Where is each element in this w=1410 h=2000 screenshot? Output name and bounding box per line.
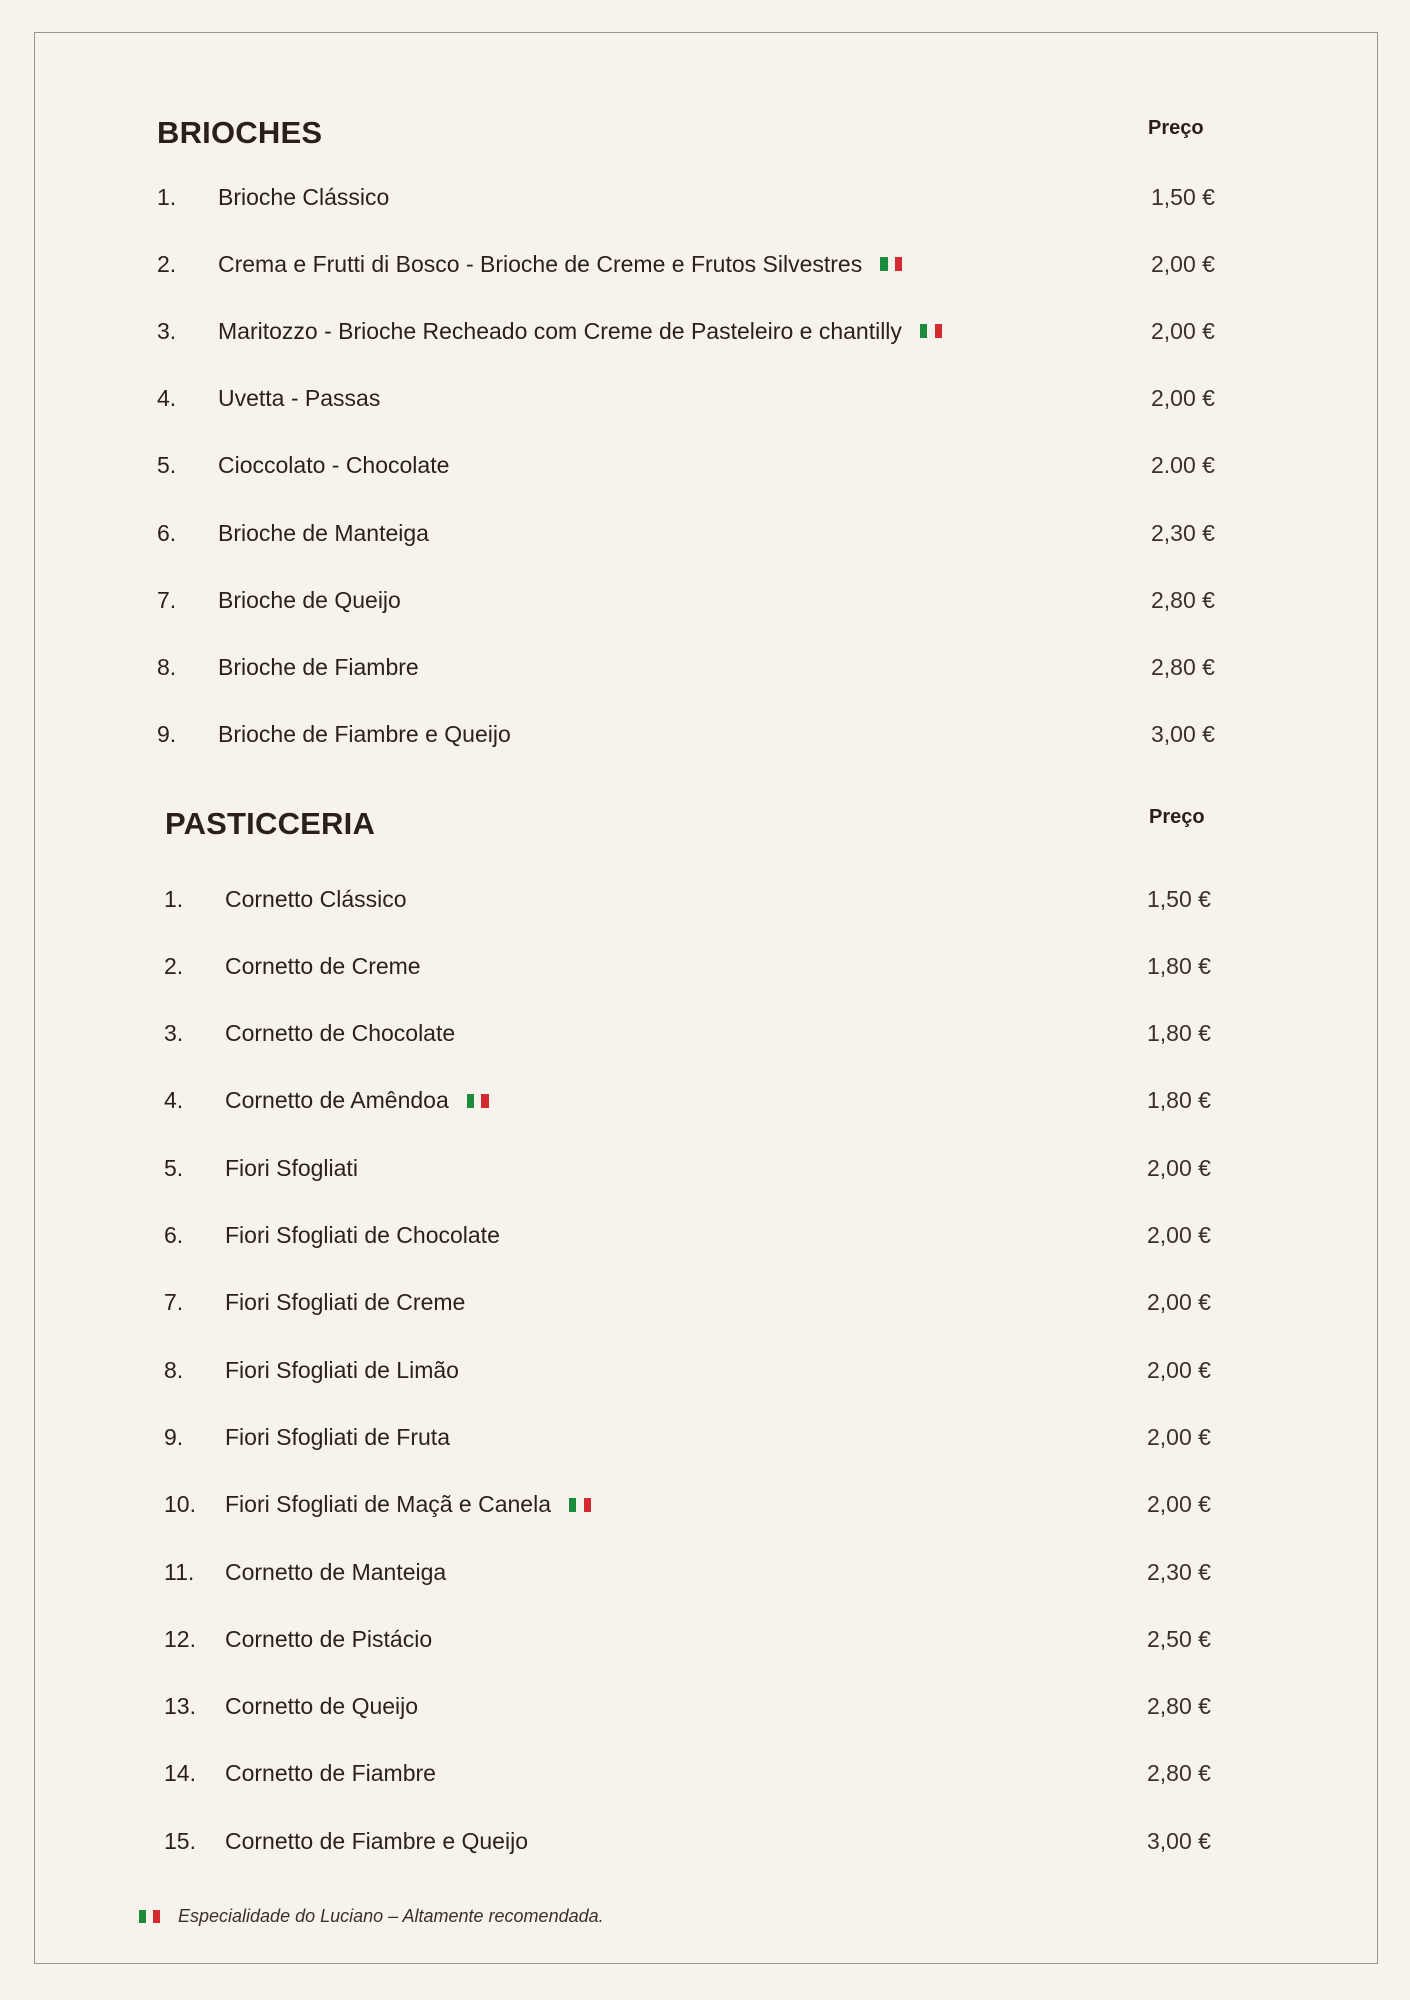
menu-item-row (157, 516, 1271, 550)
item-name-text: Fiori Sfogliati de Fruta (225, 1423, 450, 1450)
menu-item-row (157, 718, 1271, 752)
item-price: 2.00 € (1151, 452, 1215, 479)
item-number: 10. (164, 1491, 196, 1518)
item-name-text: Cornetto de Amêndoa (225, 1087, 449, 1114)
menu-item-row (157, 247, 1271, 281)
menu-item-row (164, 882, 1267, 916)
menu-item-row (164, 1488, 1267, 1522)
item-name-text: Fiori Sfogliati de Creme (225, 1289, 466, 1316)
footnote (139, 1906, 604, 1927)
item-name-text: Cornetto de Pistácio (225, 1625, 433, 1652)
item-name (225, 1222, 500, 1249)
item-number: 11. (164, 1558, 195, 1585)
item-number: 9. (164, 1423, 184, 1450)
item-name-text: Fiori Sfogliati (225, 1154, 358, 1181)
item-name-text: Crema e Frutti di Bosco - Brioche de Creme e Frutos Silvestres (218, 250, 863, 277)
item-number: 7. (157, 586, 177, 613)
item-price: 2,80 € (1151, 586, 1215, 613)
italian-flag-icon (880, 257, 902, 271)
menu-item-row (157, 583, 1271, 617)
item-name (218, 318, 942, 345)
item-name-text: Fiori Sfogliati de Chocolate (225, 1222, 500, 1248)
menu-item-row (164, 1622, 1267, 1656)
item-name-text: Fiori Sfogliati de Maçã e Canela (225, 1491, 551, 1518)
item-name (225, 1626, 432, 1653)
item-name (225, 1760, 436, 1787)
item-name (225, 1289, 465, 1316)
item-name-text: Brioche de Fiambre (218, 653, 419, 680)
item-price: 1,50 € (1151, 183, 1215, 210)
item-price: 2,00 € (1151, 385, 1215, 412)
item-name-text: Cornetto de Manteiga (225, 1558, 447, 1585)
item-name (218, 721, 511, 748)
item-price: 2,00 € (1147, 1356, 1211, 1383)
brioches-price-header: Preço (1148, 117, 1204, 139)
menu-item-row (164, 1420, 1267, 1454)
item-name-text: Uvetta - Passas (218, 385, 381, 412)
item-name-text: Brioche Clássico (218, 183, 390, 210)
menu-item-row (164, 1084, 1267, 1118)
item-price: 1,80 € (1147, 1087, 1211, 1114)
menu-item-row (164, 1757, 1267, 1791)
item-name (218, 385, 380, 412)
item-price: 2,00 € (1151, 317, 1215, 344)
item-name-text: Cioccolato - Chocolate (218, 452, 450, 479)
item-number: 3. (164, 1020, 184, 1047)
item-name (225, 953, 421, 980)
item-name-text: Brioche de Fiambre e Queijo (218, 721, 511, 748)
item-price: 3,00 € (1147, 1827, 1211, 1854)
item-name (218, 184, 389, 211)
italian-flag-icon (569, 1498, 591, 1512)
item-number: 3. (157, 317, 177, 344)
italian-flag-icon (467, 1094, 489, 1108)
item-number: 14. (164, 1760, 196, 1787)
item-number: 5. (157, 452, 177, 479)
item-price: 3,00 € (1151, 721, 1215, 748)
menu-item-row (164, 1017, 1267, 1051)
item-price: 2,00 € (1147, 1222, 1211, 1248)
italian-flag-icon (920, 324, 942, 338)
item-number: 4. (157, 385, 177, 412)
pasticceria-section-title: PASTICCERIA (165, 806, 376, 841)
item-price: 1,80 € (1147, 952, 1211, 979)
item-price: 2,80 € (1151, 653, 1215, 680)
item-price: 2,00 € (1147, 1491, 1211, 1518)
item-price: 2,80 € (1147, 1760, 1211, 1787)
item-number: 7. (164, 1289, 184, 1316)
menu-item-row (157, 650, 1271, 684)
item-price: 2,30 € (1151, 519, 1215, 546)
item-name (225, 886, 407, 913)
item-name (225, 1491, 591, 1518)
item-name (225, 1828, 528, 1855)
menu-item-row (164, 1555, 1267, 1589)
item-name-text: Brioche de Queijo (218, 586, 401, 613)
item-name-text: Cornetto de Fiambre e Queijo (225, 1827, 528, 1854)
italian-flag-icon (139, 1910, 160, 1923)
item-name (218, 251, 902, 278)
item-name (225, 1559, 446, 1586)
item-price: 2,00 € (1147, 1154, 1211, 1181)
item-number: 6. (157, 519, 177, 546)
item-name-text: Cornetto de Creme (225, 952, 421, 979)
item-price: 2,00 € (1147, 1423, 1211, 1450)
item-price: 2,00 € (1151, 250, 1215, 277)
item-name-text: Cornetto Clássico (225, 885, 407, 912)
item-price: 2,00 € (1147, 1289, 1211, 1316)
item-price: 2,80 € (1147, 1693, 1211, 1720)
item-name (218, 587, 401, 614)
item-number: 1. (157, 183, 177, 210)
item-number: 2. (157, 250, 177, 277)
item-number: 8. (164, 1356, 184, 1383)
item-number: 6. (164, 1222, 184, 1248)
item-name (225, 1424, 450, 1451)
item-number: 12. (164, 1625, 196, 1652)
item-price: 1,80 € (1147, 1020, 1211, 1047)
item-number: 13. (164, 1693, 196, 1720)
item-price: 2,50 € (1147, 1625, 1211, 1652)
menu-item-row (164, 1151, 1267, 1185)
menu-item-row (164, 1690, 1267, 1724)
item-name-text: Cornetto de Queijo (225, 1693, 419, 1720)
item-name (225, 1357, 459, 1384)
item-name-text: Brioche de Manteiga (218, 519, 429, 546)
menu-item-row (164, 949, 1267, 983)
item-name-text: Maritozzo - Brioche Recheado com Creme de Pasteleiro e chantilly (218, 317, 902, 344)
menu-item-row (164, 1353, 1267, 1387)
pasticceria-price-header: Preço (1149, 806, 1205, 828)
item-number: 4. (164, 1087, 184, 1114)
item-number: 9. (157, 721, 177, 748)
menu-item-row (164, 1824, 1267, 1858)
menu-item-row (157, 314, 1271, 348)
item-number: 8. (157, 653, 177, 680)
item-number: 15. (164, 1827, 196, 1854)
item-name (225, 1087, 489, 1114)
menu-item-row (157, 180, 1271, 214)
item-name-text: Cornetto de Fiambre (225, 1760, 436, 1787)
item-price: 2,30 € (1147, 1558, 1211, 1585)
item-name (225, 1155, 358, 1182)
item-name (225, 1020, 455, 1047)
item-price: 1,50 € (1147, 885, 1211, 912)
item-name (218, 654, 419, 681)
menu-item-row (157, 382, 1271, 416)
item-name-text: Fiori Sfogliati de Limão (225, 1356, 459, 1383)
item-number: 1. (164, 885, 184, 912)
item-number: 5. (164, 1154, 184, 1181)
item-name (225, 1693, 418, 1720)
item-name (218, 520, 429, 547)
item-name-text: Cornetto de Chocolate (225, 1020, 456, 1047)
menu-item-row (157, 449, 1271, 483)
menu-item-row (164, 1286, 1267, 1320)
menu-item-row (164, 1219, 1267, 1253)
item-name (218, 452, 449, 479)
item-number: 2. (164, 952, 184, 979)
footnote-text: Especialidade do Luciano – Altamente recomendada. (178, 1906, 604, 1926)
brioches-section-title: BRIOCHES (157, 115, 323, 150)
